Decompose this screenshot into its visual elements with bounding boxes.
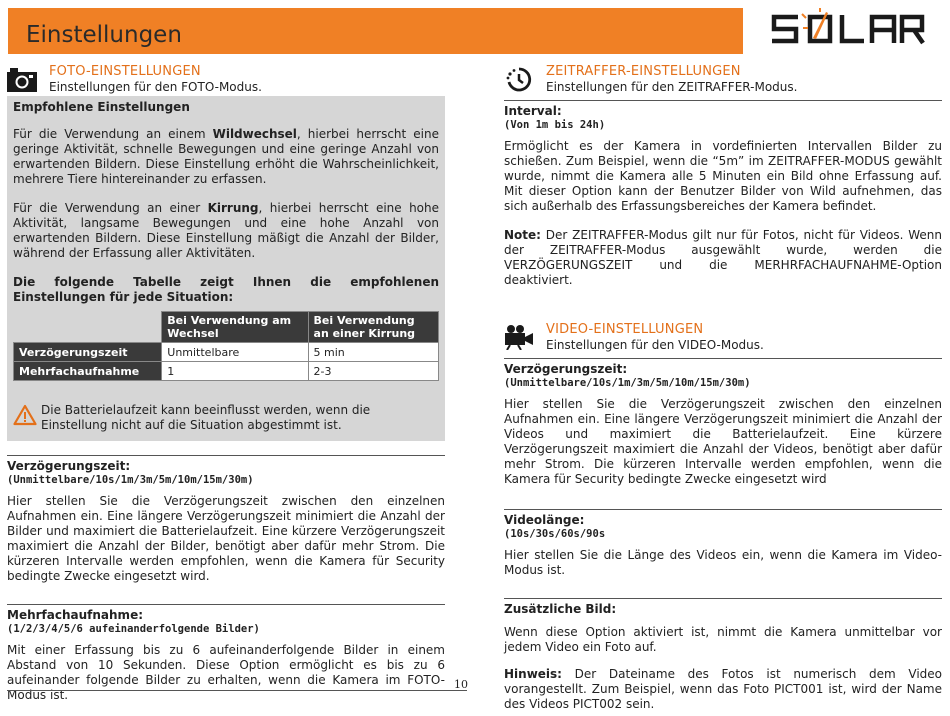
video-delay-options: (Unmittelbare/10s/1m/3m/5m/10m/15m/30m) — [504, 377, 751, 389]
right-column — [504, 62, 942, 712]
video-section-header — [504, 320, 942, 354]
recommended-paragraph-1: Für die Verwendung an einem Wildwechsel, hierbei herrscht eine geringe Aktivität, schnelle Bewegungen und eine geringe Anzahl von erwartenden Bildern. Diese Einstellung erhöht die Wahrscheinlichkeit, mehrere Tiere hintereinander zu erfassen. — [13, 127, 439, 186]
battery-warning — [13, 403, 439, 433]
recommended-settings-box — [7, 96, 445, 441]
table-header-kirrung: Bei Verwendung an einer Kirrung — [308, 312, 438, 343]
extra-photo-heading: Zusätzliche Bild: — [504, 602, 617, 616]
foto-delay-options: (Unmittelbare/10s/1m/3m/5m/10m/15m/30m) — [7, 474, 254, 486]
foto-multi-options: (1/2/3/4/5/6 aufeinanderfolgende Bilder) — [7, 623, 260, 635]
table-row: Mehrfachaufnahme 1 2-3 — [14, 362, 439, 381]
recommended-heading: Empfohlene Einstellungen — [13, 100, 190, 114]
video-length-block — [504, 505, 942, 578]
table-intro: Die folgende Tabelle zeigt Ihnen die empfohlenen Einstellungen für jede Situation: — [13, 275, 439, 304]
table-row: Verzögerungszeit Unmittelbare 5 min — [14, 343, 439, 362]
interval-note: Note: Der ZEITRAFFER-Modus gilt nur für Fotos, nicht für Videos. Wenn der ZEITRAFFER-Modus ausgewählt wurde, werden die VERZÖGERUNGSZEIT und die MERHRFACHAUFNAHME-Option deaktiviert. — [504, 228, 942, 287]
warning-text: Die Batterielaufzeit kann beeinflusst werden, wenn die Einstellung nicht auf die Situation abgestimmt ist. — [41, 403, 371, 432]
foto-delay-heading: Verzögerungszeit: — [7, 459, 131, 473]
foto-delay-block — [7, 451, 445, 584]
video-length-options: (10s/30s/60s/90s — [504, 528, 606, 540]
extra-photo-hint: Hinweis: Der Dateiname des Fotos ist numerisch dem Video vorangestellt. Zum Beispiel, wenn das Foto PICT001 ist, wird der Name des Videos PICT002 sein. — [504, 667, 942, 711]
interval-block — [504, 96, 942, 288]
zeitraffer-section-subtitle: Einstellungen für den ZEITRAFFER-Modus. — [546, 80, 798, 94]
video-section-title: VIDEO-EINSTELLUNGEN — [546, 322, 704, 337]
foto-section-header — [7, 62, 445, 96]
video-camera-icon — [504, 324, 534, 350]
video-delay-heading: Verzögerungszeit: — [504, 362, 628, 376]
page-header — [0, 0, 950, 58]
foto-section-subtitle: Einstellungen für den FOTO-Modus. — [49, 80, 262, 94]
interval-heading: Interval: — [504, 104, 562, 118]
extra-photo-text: Wenn diese Option aktiviert ist, nimmt die Kamera unmittelbar vor jedem Video ein Foto auf. — [504, 625, 942, 654]
recommended-table — [13, 311, 439, 381]
zeitraffer-section-title: ZEITRAFFER-EINSTELLUNGEN — [546, 64, 741, 79]
recommended-paragraph-2: Für die Verwendung an einer Kirrung, hierbei herrscht eine hohe Aktivität, langsame Bewegungen und eine hohe Anzahl von erwartenden Bildern. Diese Einstellung mäßigt die Anzahl der Bilder, während der Erfassung aller Aktivitäten. — [13, 201, 439, 260]
video-length-text: Hier stellen Sie die Länge des Videos ein, wenn die Kamera im Video-Modus ist. — [504, 548, 942, 577]
zeitraffer-section-header — [504, 62, 942, 96]
foto-section-title: FOTO-EINSTELLUNGEN — [49, 64, 201, 79]
interval-text: Ermöglicht es der Kamera in vordefinierten Intervallen Bilder zu schießen. Zum Beispiel, wenn die “5m” im ZEITRAFFER-MODUS gewählt wurde, nimmt die Kamera alle 5 Minuten ein Bild ohne Erfassung auf. Mit dieser Option kann der Benutzer Bilder von Wild aufnehmen, das sich außerhalb des Erfassungsbereiches der Kamera befindet. — [504, 139, 942, 213]
page-number: 10 — [454, 678, 468, 691]
foto-multi-text: Mit einer Erfassung bis zu 6 aufeinanderfolgende Bilder in einem Abstand von 10 Sekunden. Diese Option ermöglicht es bis zu 6 aufeinander folgende Bilder zu erhalten, wenn die Kamera im FOTO-Modus ist. — [7, 643, 445, 702]
left-column — [7, 62, 445, 703]
video-length-heading: Videolänge: — [504, 513, 585, 527]
interval-options: (Von 1m bis 24h) — [504, 119, 606, 131]
footer-rule — [7, 690, 467, 691]
timelapse-icon — [504, 66, 534, 92]
foto-multi-heading: Mehrfachaufnahme: — [7, 608, 144, 622]
svg-text:SOLAR: SOLAR — [768, 8, 772, 9]
camera-icon — [7, 66, 37, 92]
warning-icon — [13, 404, 37, 426]
table-header-wechsel: Bei Verwendung am Wechsel — [162, 312, 308, 343]
foto-multi-block — [7, 600, 445, 703]
page-title: Einstellungen — [26, 22, 182, 48]
foto-delay-text: Hier stellen Sie die Verzögerungszeit zwischen den einzelnen Aufnahmen ein. Eine längere Verzögerungszeit minimiert die Anzahl der Bilder und maximiert die Batterielaufzeit. Eine kürzere Verzögerungszeit maximiert die Anzahl der Bilder, benötigt aber dafür mehr Strom. Die kürzeren Intervalle werden empfohlen, wenn die Kamera für Security bedingte Zwecke eingesetzt wird. — [7, 494, 445, 583]
extra-photo-block — [504, 594, 942, 712]
video-section-subtitle: Einstellungen für den VIDEO-Modus. — [546, 338, 764, 352]
video-delay-text: Hier stellen Sie die Verzögerungszeit zwischen den einzelnen Aufnahmen ein. Eine längere Verzögerungszeit minimiert die Anzahl der Videos und maximiert die Batterielaufzeit. Eine kürzere Verzögerungszeit maximiert die Anzahl der Videos, benötigt aber dafür mehr Strom. Die kürzeren Intervalle werden empfohlen, wenn die Kamera für Security bedingte Zwecke eingesetzt wird — [504, 397, 942, 486]
solar-logo — [768, 8, 926, 50]
video-delay-block — [504, 354, 942, 487]
